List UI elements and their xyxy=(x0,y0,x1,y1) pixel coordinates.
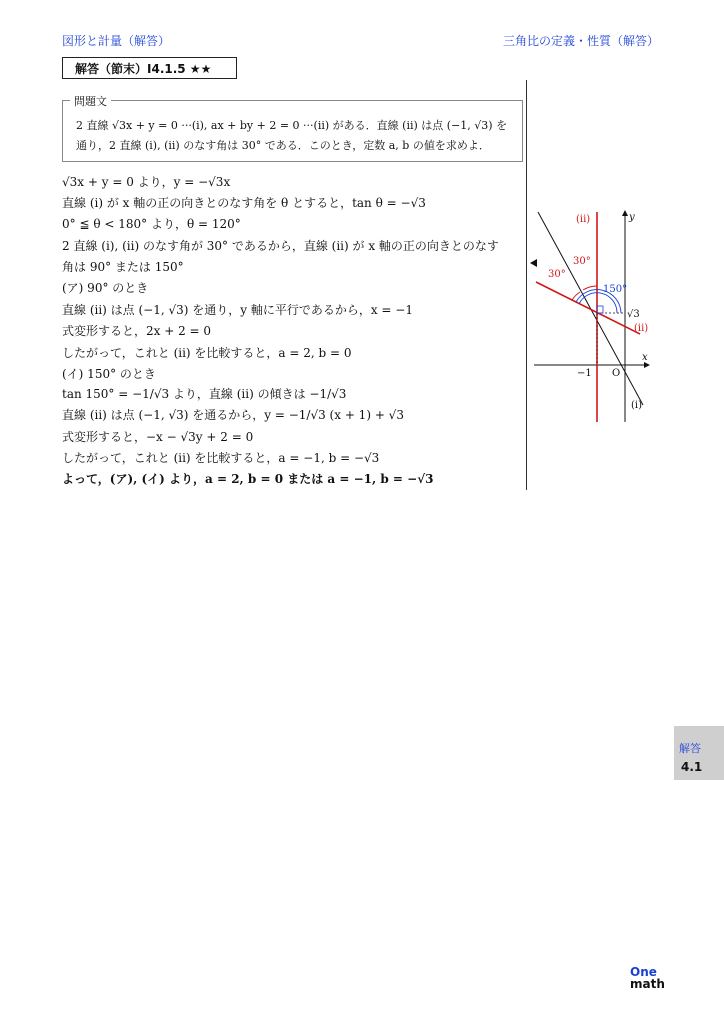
section-title: 解答（節末）I4.1.5 ★★ xyxy=(62,57,237,79)
solution-line-5: 角は 90° または 150° xyxy=(62,260,184,274)
label-x-axis: x xyxy=(642,352,648,363)
graph-figure xyxy=(528,200,658,430)
conclusion-line: よって，(ア), (イ) より，a = 2, b = 0 または a = −1, b = −√3 xyxy=(62,472,434,486)
header-left: 図形と計量（解答） xyxy=(62,34,171,48)
solution-line-3: 0° ≦ θ < 180° より，θ = 120° xyxy=(62,217,241,231)
solution-line-7: 直線 (ii) は点 (−1, √3) を通り，y 軸に平行であるから，x = −1 xyxy=(62,303,413,317)
solution-line-1: √3x + y = 0 より，y = −√3x xyxy=(62,175,231,189)
label-30-upper: 30° xyxy=(573,256,591,267)
vertical-divider xyxy=(526,80,527,490)
solution-line-13: 式変形すると，−x − √3y + 2 = 0 xyxy=(62,430,254,444)
side-tab-line2: 4.1 xyxy=(681,760,703,774)
solution-line-4: 2 直線 (i), (ii) のなす角が 30° であるから，直線 (ii) が x 軸の正の向きとのなす xyxy=(62,239,499,253)
label-30-left: 30° xyxy=(548,269,566,280)
label-ii-top: (ii) xyxy=(576,214,591,225)
arc-30-left xyxy=(572,292,580,300)
triangle-marker-icon xyxy=(530,259,538,267)
y-axis-arrow xyxy=(622,210,628,216)
problem-line-1: 2 直線 √3x + y = 0 ···(i), ax + by + 2 = 0 ···(ii) がある．直線 (ii) は点 (−1, √3) を xyxy=(76,119,508,132)
solution-line-6: (ア) 90° のとき xyxy=(62,281,149,295)
logo xyxy=(630,966,678,990)
solution-line-10: (イ) 150° のとき xyxy=(62,367,156,381)
solution-line-9: したがって，これと (ii) を比較すると，a = 2, b = 0 xyxy=(62,346,352,360)
label-ii-right: (ii) xyxy=(634,323,649,334)
label-origin: O xyxy=(612,368,621,379)
label-150: 150° xyxy=(603,284,628,295)
label-i: (i) xyxy=(631,400,643,411)
solution-line-8: 式変形すると，2x + 2 = 0 xyxy=(62,324,212,338)
arc-150-inner xyxy=(579,293,617,313)
solution-line-12: 直線 (ii) は点 (−1, √3) を通るから，y = −1/√3 (x + 1) + √3 xyxy=(62,408,404,422)
label-sqrt3: √3 xyxy=(627,309,640,320)
label-y-axis: y xyxy=(629,212,635,223)
right-angle-mark xyxy=(597,306,603,313)
solution-line-14: したがって，これと (ii) を比較すると，a = −1, b = −√3 xyxy=(62,451,380,465)
logo-line1: One xyxy=(630,965,657,979)
problem-line-2: 通り，2 直線 (i), (ii) のなす角は 30° である．このとき，定数 a, b の値を求めよ． xyxy=(76,139,490,152)
label-minus1: −1 xyxy=(577,368,592,379)
problem-label: 問題文 xyxy=(70,93,111,109)
logo-line2: math xyxy=(630,977,665,991)
side-tab-line1: 解答 xyxy=(679,742,701,755)
solution-line-2: 直線 (i) が x 軸の正の向きとのなす角を θ とすると，tan θ = −√3 xyxy=(62,196,426,210)
solution-line-11: tan 150° = −1/√3 より，直線 (ii) の傾きは −1/√3 xyxy=(62,387,347,401)
header-right: 三角比の定義・性質（解答） xyxy=(502,34,659,48)
